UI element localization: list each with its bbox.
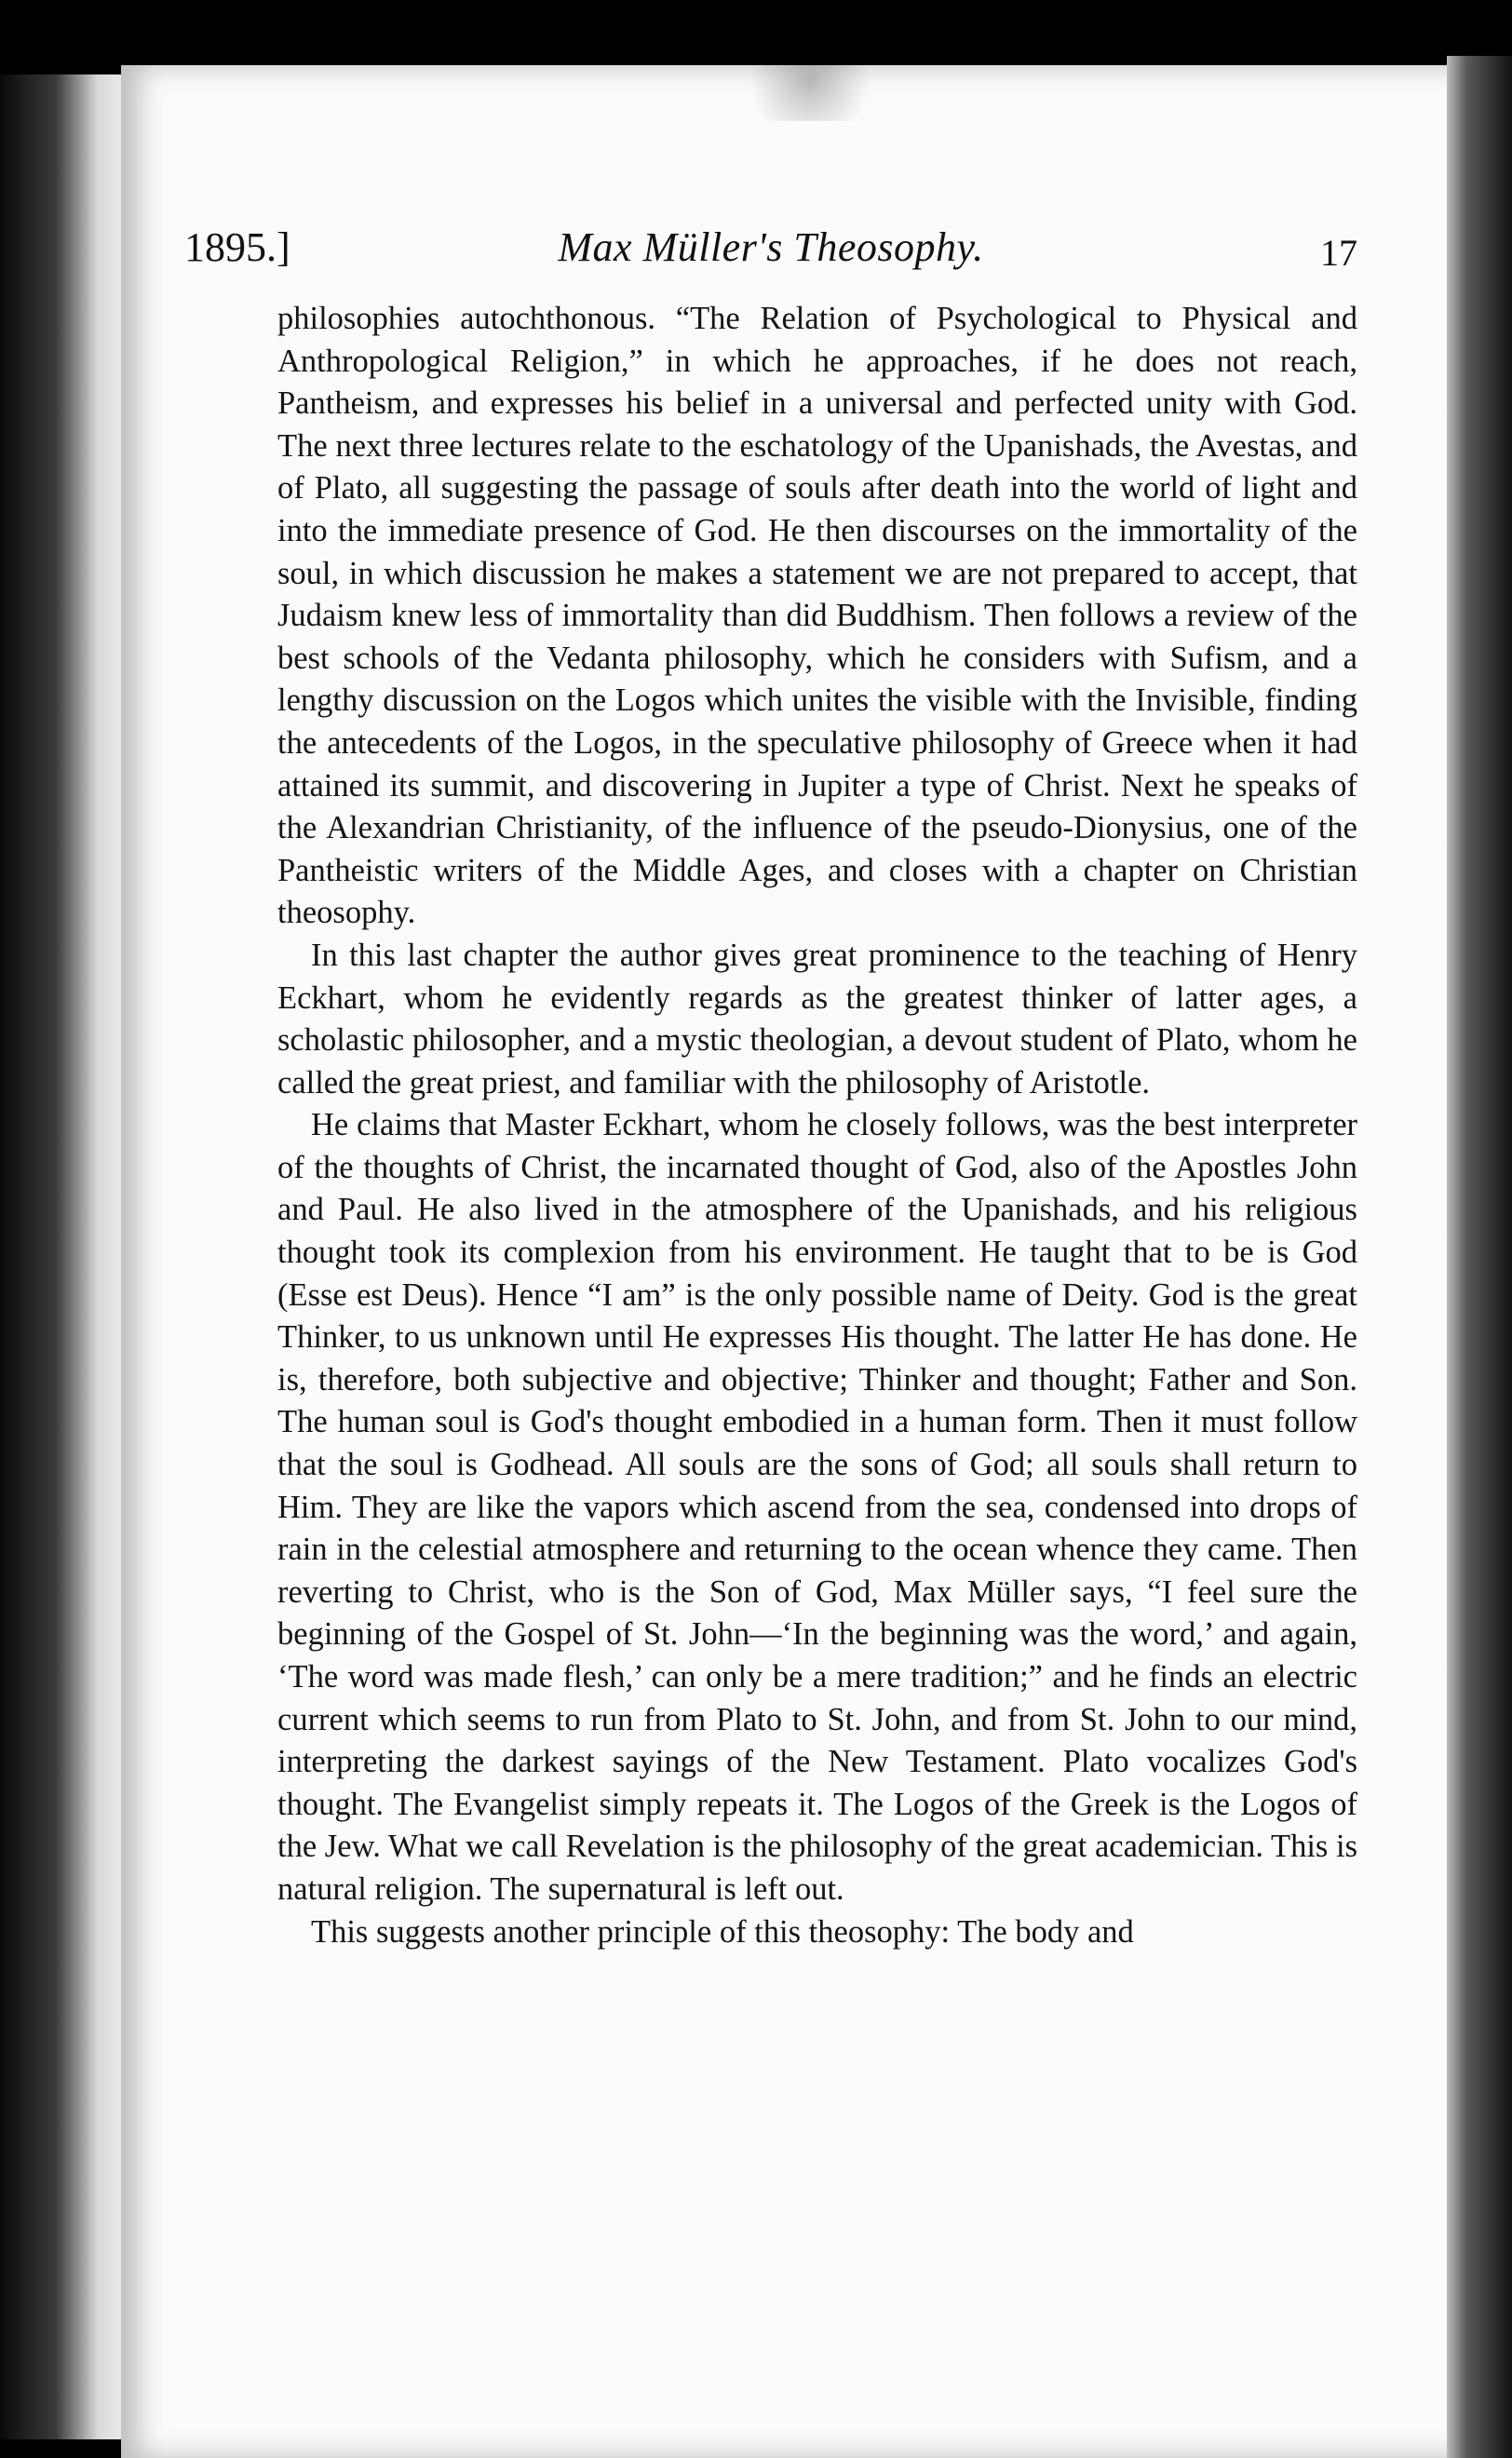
header-year: 1895.]	[184, 224, 290, 270]
paragraph-2: In this last chapter the author gives great prominence to the teaching of Henry Eckhart, whom he evidently regards as the greatest thinker of latter ages, a scholastic philosopher, and a mystic theologian, a devout student of Plato, whom he called the great priest, and familiar with the philosophy of Aristotle.	[277, 937, 1357, 1101]
header-title: Max Müller's Theosophy.	[558, 224, 984, 270]
page-edge	[1447, 56, 1512, 2458]
book-spine-shadow	[0, 74, 140, 2439]
page-number: 17	[1320, 232, 1357, 274]
paragraph-3: He claims that Master Eckhart, whom he closely follows, was the best interpreter of the thoughts of Christ, the incarnated thought of God, also of the Apostles John and Paul. He also lived in the atmosphere of the Upanishads, and his religious thought took its complexion from his environment. He taught that to be is God (Esse est Deus). Hence “I am” is the only possible name of Deity. God is the great Thinker, to us unknown until He expresses His thought. The latter He has done. He is, therefore, both subjective and objective; Thinker and thought; Father and Son. The human soul is God's thought embodied in a human form. Then it must follow that the soul is Godhead. All souls are the sons of God; all souls shall return to Him. They are like the vapors which ascend from the sea, condensed into drops of rain in the celestial atmosphere and returning to the ocean whence they came. Then reverting to Christ, who is the Son of God, Max Müller says, “I feel sure the beginning of the Gospel of St. John—‘In the beginning was the word,’ and again, ‘The word was made flesh,’ can only be a mere tradition;” and he finds an electric current which seems to run from Plato to St. John, and from St. John to our mind, interpreting the darkest sayings of the New Testament. Plato vocalizes God's thought. The Evangelist simply repeats it. The Logos of the Greek is the Logos of the Jew. What we call Revelation is the philosophy of the great academician. This is natural religion. The supernatural is left out.	[277, 1107, 1357, 1907]
running-header	[184, 223, 1357, 289]
page-smudge	[717, 65, 903, 121]
paragraph-1: philosophies autochthonous. “The Relation of Psychological to Physical and Anthropological Religion,” in which he approaches, if he does not reach, Pantheism, and expresses his belief in a universal and perfected unity with God. The next three lectures relate to the eschatology of the Upanishads, the Avestas, and of Plato, all suggesting the passage of souls after death into the world of light and into the immediate presence of God. He then discourses on the immortality of the soul, in which discussion he makes a statement we are not prepared to accept, that Judaism knew less of immortality than did Buddhism. Then follows a review of the best schools of the Vedanta philosophy, which he considers with Sufism, and a lengthy discussion on the Logos which unites the visible with the Invisible, finding the antecedents of the Logos, in the speculative philosophy of Greece when it had attained its summit, and discovering in Jupiter a type of Christ. Next he speaks of the Alexandrian Christianity, of the influence of the pseudo-Dionysius, one of the Pantheistic writers of the Middle Ages, and closes with a chapter on Christian theosophy.	[277, 301, 1357, 931]
page-body	[277, 298, 1357, 1953]
paragraph-4: This suggests another principle of this theosophy: The body and	[311, 1913, 1134, 1950]
